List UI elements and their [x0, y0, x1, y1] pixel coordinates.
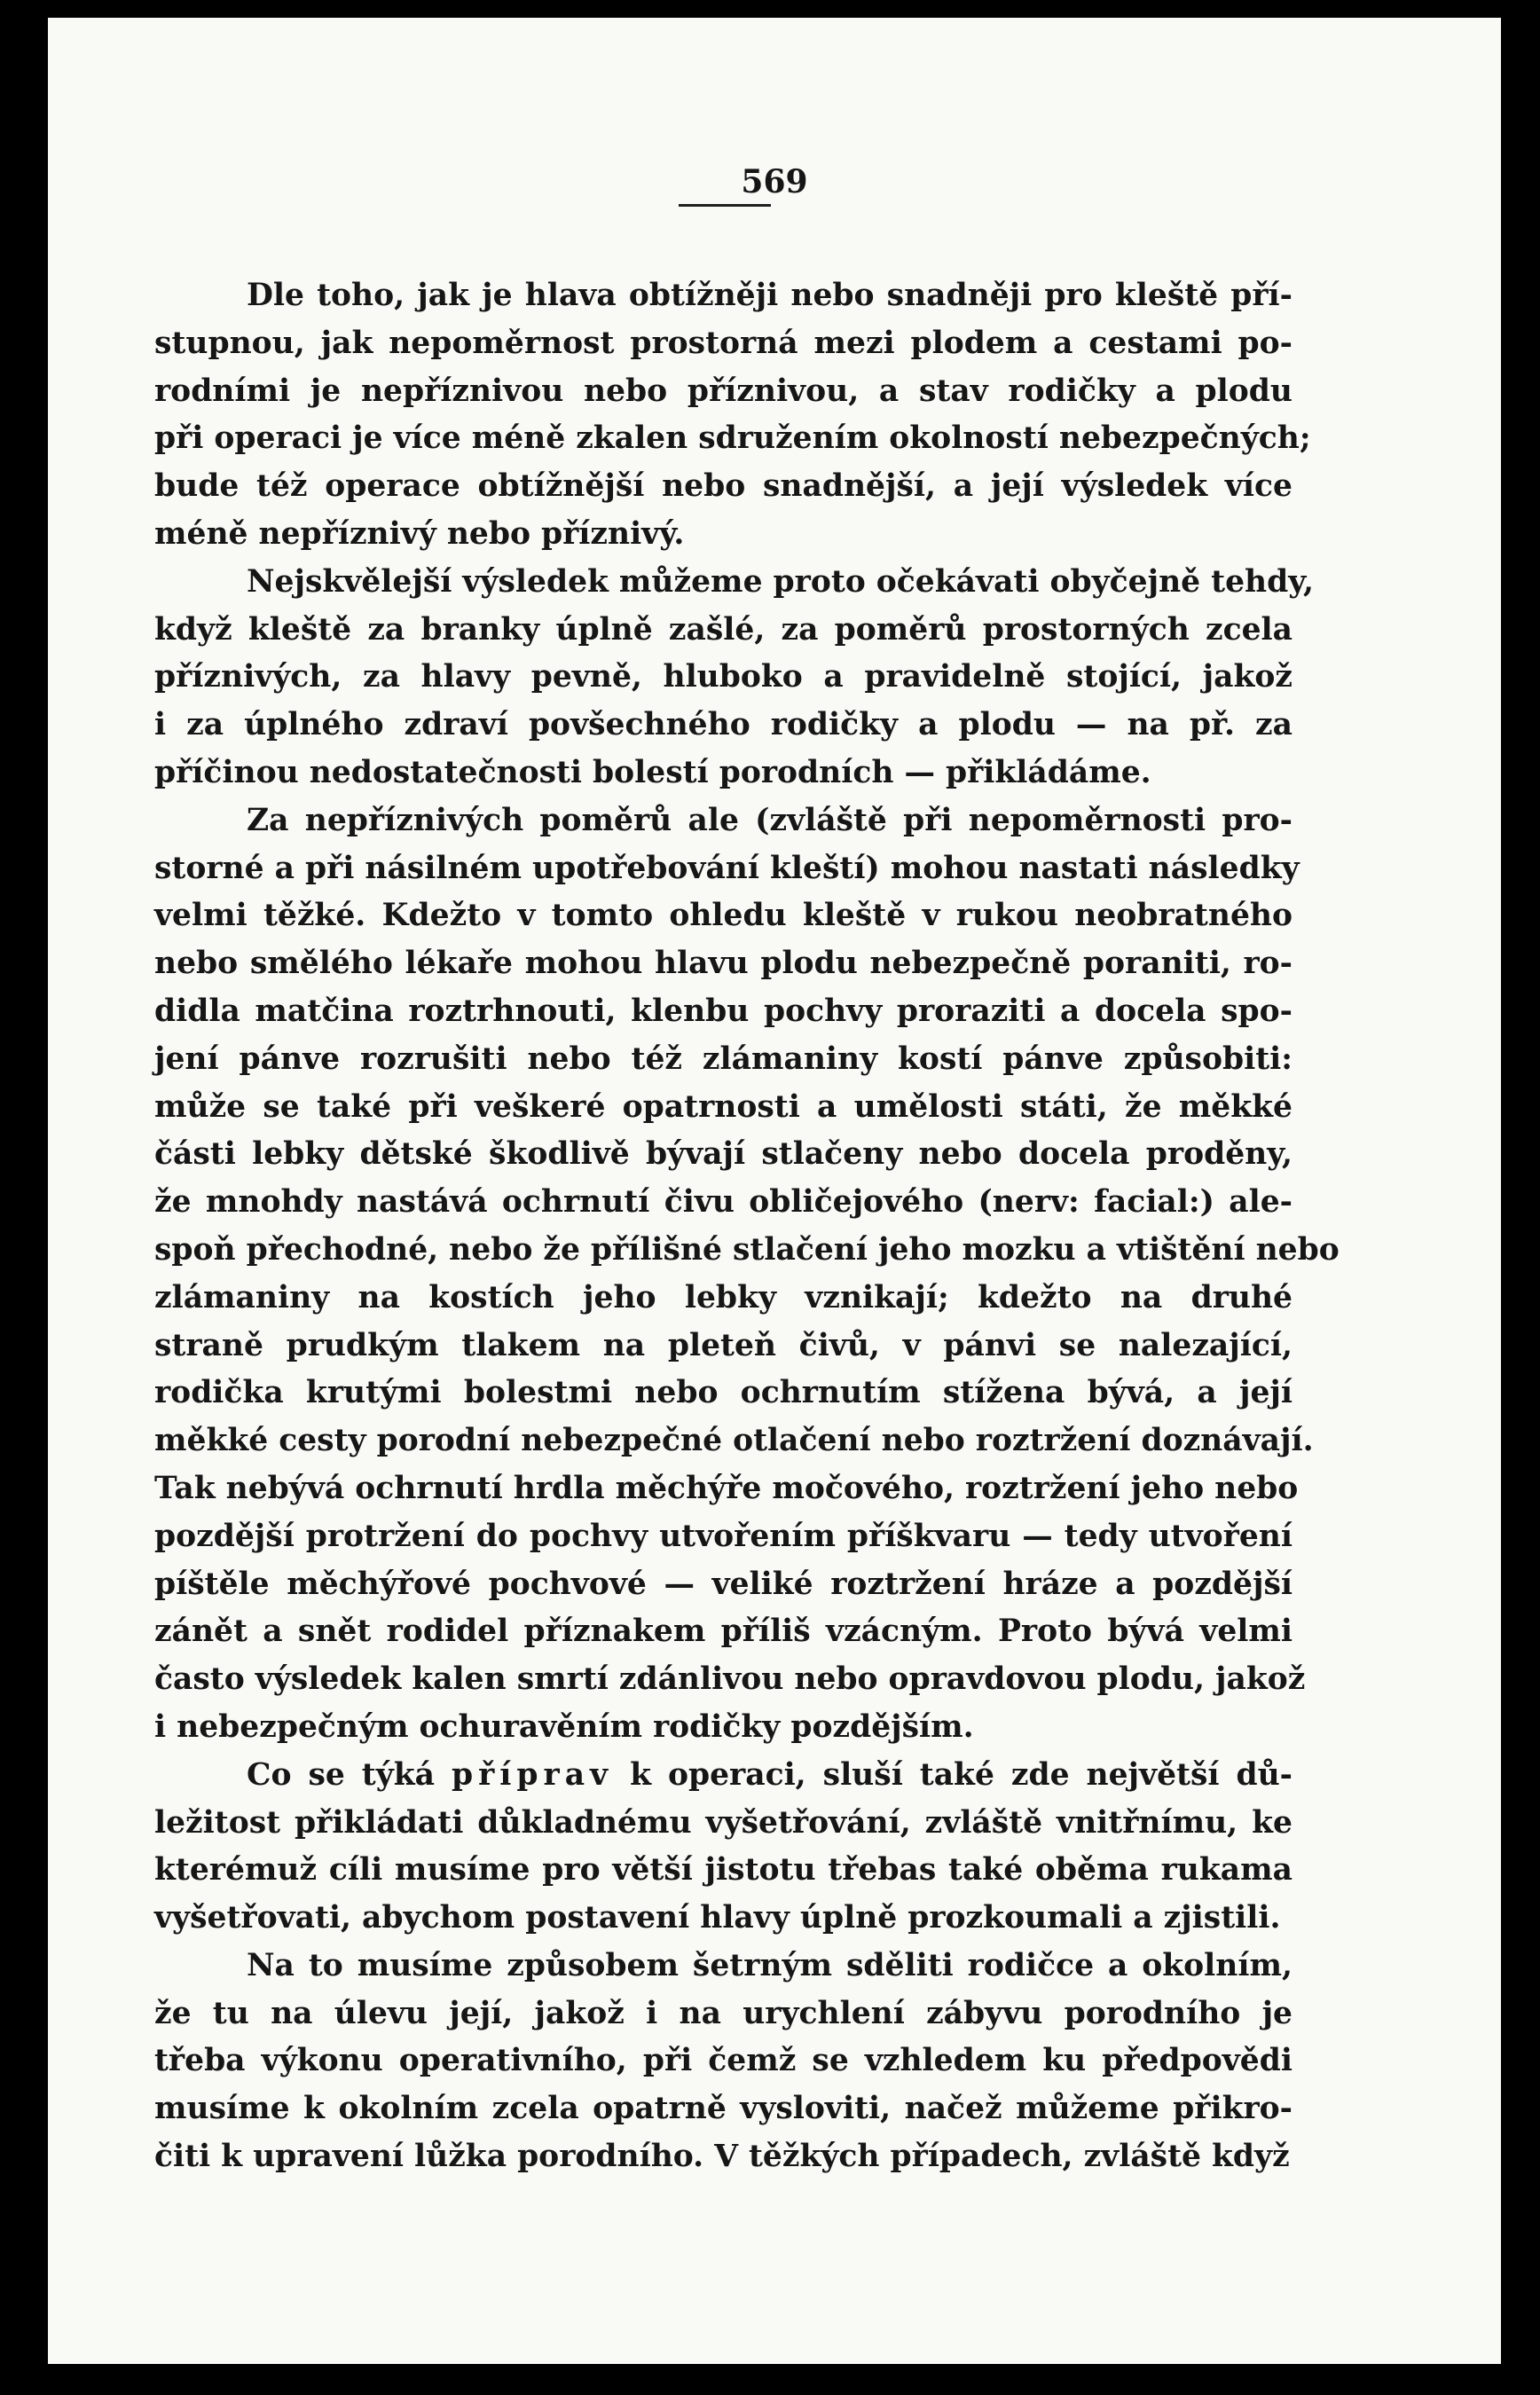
text-line: stupnou, jak nepoměrnost prostorná mezi plodem a cestami po- — [154, 325, 1292, 361]
page-number: 569 — [741, 163, 808, 200]
text-line: Na to musíme způsobem šetrným sděliti rodičce a okolním, — [247, 1947, 1292, 1983]
text-line: že mnohdy nastává ochrnutí čivu obličejového (nerv: facial:) ale- — [154, 1184, 1292, 1221]
body-text — [154, 272, 1340, 2181]
book-page — [48, 18, 1501, 2364]
paragraph — [154, 272, 1311, 559]
text-line: straně prudkým tlakem na pleteň čivů, v pánvi se nalezající, — [154, 1327, 1292, 1363]
text-line: nebo smělého lékaře mohou hlavu plodu nebezpečně poraniti, ro- — [154, 946, 1292, 982]
text-line: příčinou nedostatečnosti bolestí porodních — přikládáme. — [154, 754, 1151, 790]
text-line: spoň přechodné, nebo že přílišné stlačení jeho mozku a vtištění nebo — [154, 1231, 1340, 1268]
text-line: i nebezpečným ochuravěním rodičky pozdějším. — [154, 1708, 974, 1745]
text-line: čiti k upravení lůžka porodního. V těžkých případech, zvláště když — [154, 2139, 1290, 2175]
text-line: zánět a snět rodidel příznakem příliš vzácným. Proto bývá velmi — [154, 1614, 1292, 1650]
text-line: méně nepříznivý nebo příznivý. — [154, 515, 685, 552]
text-line: bude též operace obtížnější nebo snadnější, a její výsledek více — [154, 468, 1292, 505]
text-line: příznivých, za hlavy pevně, hluboko a pravidelně stojící, jakož — [154, 659, 1292, 695]
text-line: jení pánve rozrušiti nebo též zlámaniny kostí pánve způsobiti: — [154, 1040, 1292, 1077]
text-line: části lebky dětské škodlivě bývají stlačeny nebo docela proděny, — [154, 1136, 1292, 1173]
text-line: Tak nebývá ochrnutí hrdla měchýře močového, roztržení jeho nebo — [154, 1470, 1299, 1506]
text-line: když kleště za branky úplně zašlé, za poměrů prostorných zcela — [154, 611, 1292, 648]
text-line: při operaci je více méně zkalen sdružením okolností nebezpečných; — [154, 420, 1311, 457]
text-line: rodička krutými bolestmi nebo ochrnutím stížena bývá, a její — [154, 1375, 1292, 1411]
text-line: velmi těžké. Kdežto v tomto ohledu kleště v rukou neobratného — [154, 898, 1292, 934]
page-number-underline — [679, 204, 771, 207]
text-line: zlámaniny na kostích jeho lebky vznikají; kdežto na druhé — [154, 1279, 1292, 1315]
paragraph — [154, 1752, 1292, 1943]
text-line: píštěle měchýřové pochvové — veliké roztržení hráze a pozdější — [154, 1566, 1292, 1602]
text-line: ležitost přikládati důkladnému vyšetřování, zvláště vnitřnímu, ke — [154, 1804, 1292, 1841]
text-line: musíme k okolním zcela opatrně vysloviti, načež můžeme přikro- — [154, 2091, 1292, 2127]
text-line: že tu na úlevu její, jakož i na urychlení zábyvu porodního je — [154, 1995, 1292, 2031]
text-line: didla matčina roztrhnouti, klenbu pochvy proraziti a docela spo- — [154, 993, 1292, 1029]
paragraph — [154, 1943, 1292, 2181]
text-line: Nejskvělejší výsledek můžeme proto očekávati obyčejně tehdy, — [247, 563, 1314, 600]
text-line: vyšetřovati, abychom postavení hlavy úplně prozkoumali a zjistili. — [154, 1900, 1281, 1936]
paragraph — [154, 797, 1340, 1752]
text-line: často výsledek kalen smrtí zdánlivou nebo opravdovou plodu, jakož — [154, 1661, 1306, 1698]
text-line: kterémuž cíli musíme pro větší jistotu třebas také oběma rukama — [154, 1852, 1292, 1889]
text-line: měkké cesty porodní nebezpečné otlačení nebo roztržení doznávají. — [154, 1423, 1314, 1459]
text-line: třeba výkonu operativního, při čemž se vzhledem ku předpovědi — [154, 2043, 1292, 2079]
text-line: i za úplného zdraví povšechného rodičky a plodu — na př. za — [154, 707, 1292, 743]
text-line: pozdější protržení do pochvy utvořením příškvaru — tedy utvoření — [154, 1518, 1292, 1554]
text-line: rodními je nepříznivou nebo příznivou, a stav rodičky a plodu — [154, 373, 1292, 409]
paragraph — [154, 559, 1314, 797]
text-line: může se také při veškeré opatrnosti a umělosti státi, že měkké — [154, 1088, 1292, 1125]
text-line: storné a při násilném upotřebování kleští) mohou nastati následky — [154, 850, 1300, 886]
emphasized-word: příprav — [452, 1756, 614, 1793]
text-line: Co se týká příprav k operaci, sluší také zde největší dů- — [247, 1756, 1292, 1793]
text-line: Dle toho, jak je hlava obtížněji nebo snadněji pro kleště pří- — [247, 278, 1292, 313]
text-line: Za nepříznivých poměrů ale (zvláště při nepoměrnosti pro- — [247, 802, 1292, 838]
